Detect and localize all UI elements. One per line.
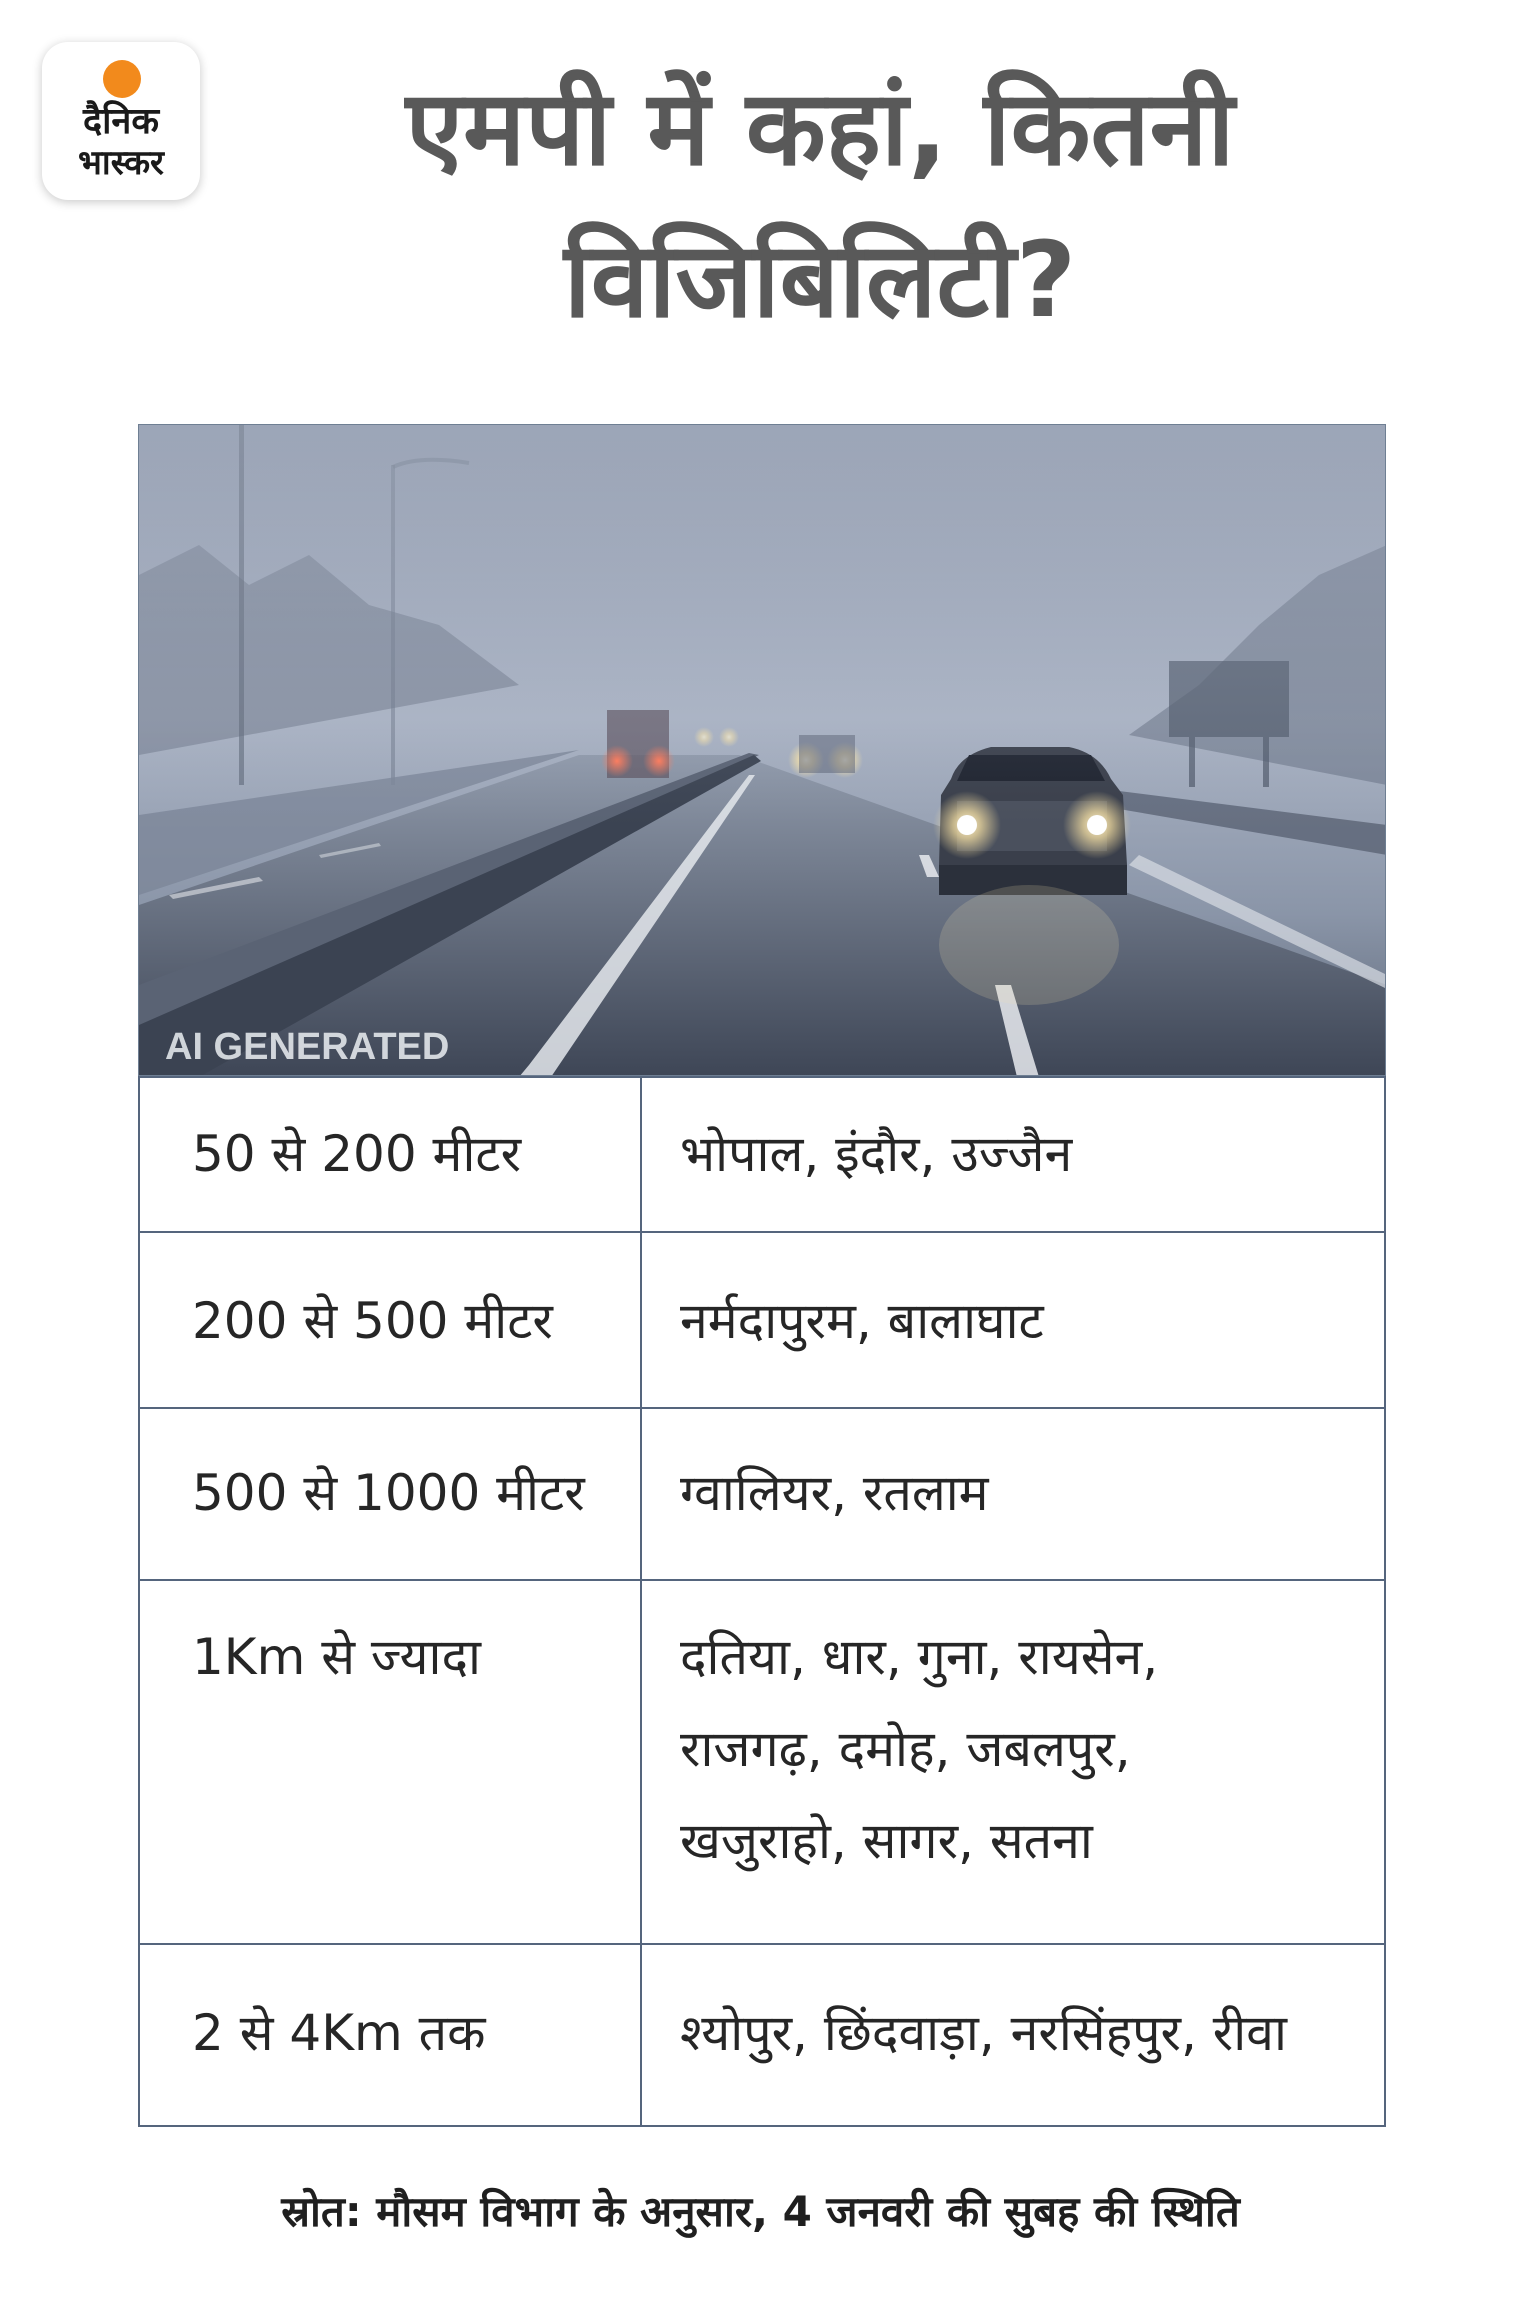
cities-line: भोपाल, इंदौर, उज्जैन bbox=[680, 1125, 1073, 1183]
table-row bbox=[139, 1408, 1385, 1580]
cities-cell bbox=[641, 1580, 1385, 1944]
cities-cell bbox=[641, 1232, 1385, 1408]
source-note: स्रोत: मौसम विभाग के अनुसार, 4 जनवरी की सुबह की स्थिति bbox=[281, 2187, 1240, 2236]
visibility-range-cell: 1Km से ज्यादा bbox=[139, 1580, 641, 1944]
cities-line: श्योपुर, छिंदवाड़ा, नरसिंहपुर, रीवा bbox=[680, 2004, 1287, 2062]
ai-generated-label: AI GENERATED bbox=[165, 1026, 450, 1068]
cities-cell bbox=[641, 1077, 1385, 1232]
page-title: एमपी में कहां, कितनी विजिबिलिटी? bbox=[405, 67, 1235, 341]
table-row bbox=[139, 1077, 1385, 1232]
cities-line: खजुराहो, सागर, सतना bbox=[680, 1812, 1093, 1870]
dainik-bhaskar-logo bbox=[42, 42, 200, 200]
visibility-table bbox=[138, 1076, 1386, 2127]
table-row bbox=[139, 1944, 1385, 2126]
cities-line: दतिया, धार, गुना, रायसेन, bbox=[680, 1628, 1159, 1686]
visibility-range-cell: 500 से 1000 मीटर bbox=[139, 1408, 641, 1580]
cities-line: नर्मदापुरम, बालाघाट bbox=[680, 1292, 1044, 1350]
logo-text-line2: भास्कर bbox=[78, 143, 164, 183]
sun-icon bbox=[103, 60, 141, 98]
visibility-range-cell: 200 से 500 मीटर bbox=[139, 1232, 641, 1408]
cities-cell bbox=[641, 1408, 1385, 1580]
cities-cell bbox=[641, 1944, 1385, 2126]
table-row bbox=[139, 1232, 1385, 1408]
cities-line: ग्वालियर, रतलाम bbox=[680, 1464, 989, 1522]
foggy-road-image bbox=[138, 424, 1386, 1076]
cities-line: राजगढ़, दमोह, जबलपुर, bbox=[680, 1720, 1131, 1778]
logo-text-line1: दैनिक bbox=[82, 101, 160, 142]
table-row bbox=[139, 1580, 1385, 1944]
visibility-range-cell: 2 से 4Km तक bbox=[139, 1944, 641, 2126]
visibility-range-cell: 50 से 200 मीटर bbox=[139, 1077, 641, 1232]
